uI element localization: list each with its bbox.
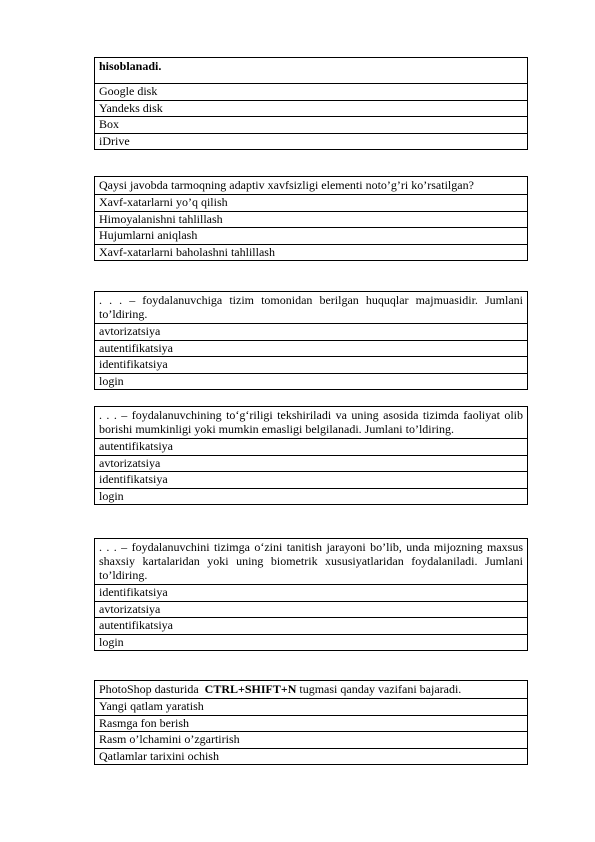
- answer-option: autentifikatsiya: [95, 341, 527, 358]
- question-text-after: tugmasi qanday vazifani bajaradi.: [296, 682, 462, 696]
- answer-option: Himoyalanishni tahlillash: [95, 212, 527, 229]
- question-text: [95, 681, 527, 699]
- question-text: . . . – foydalanuvchiga tizim tomonidan berilgan huquqlar majmuasidir. Jumlani to’ldiring.: [95, 292, 527, 324]
- answer-option: Rasm o’lchamini o’zgartirish: [95, 732, 527, 749]
- answer-option: Yangi qatlam yaratish: [95, 699, 527, 716]
- answer-option: avtorizatsiya: [95, 324, 527, 341]
- answer-option: identifikatsiya: [95, 585, 527, 602]
- answer-option: autentifikatsiya: [95, 618, 527, 635]
- answer-option: identifikatsiya: [95, 472, 527, 489]
- answer-option: identifikatsiya: [95, 357, 527, 374]
- question-block-6: [94, 680, 528, 765]
- answer-option: avtorizatsiya: [95, 456, 527, 473]
- answer-option: avtorizatsiya: [95, 602, 527, 619]
- answer-option: autentifikatsiya: [95, 439, 527, 456]
- answer-option: iDrive: [99, 133, 130, 148]
- answer-option: Hujumlarni aniqlash: [95, 228, 527, 245]
- answer-option: Rasmga fon berish: [95, 716, 527, 733]
- answer-option: Xavf-xatarlarni baholashni tahlillash: [99, 244, 275, 259]
- question-text-before: PhotoShop dasturida: [99, 682, 205, 696]
- question-block-3: [94, 291, 528, 390]
- answer-option: Yandeks disk: [95, 101, 527, 118]
- question-block-5: [94, 538, 528, 651]
- question-text: . . . – foydalanuvchini tizimga o‘zini tanitish jarayoni bo’lib, unda mijozning maxsus shaxsiy kartalaridan yoki uning biometrik xususiyatlaridan foydalaniladi. Jumlani to’ldiring.: [95, 539, 527, 585]
- answer-option: Qatlamlar tarixini ochish: [99, 748, 219, 763]
- answer-option: Google disk: [95, 84, 527, 101]
- question-block-1: [94, 57, 528, 150]
- answer-option: Xavf-xatarlarni yo’q qilish: [95, 195, 527, 212]
- question-text: hisoblanadi.: [95, 58, 527, 84]
- question-block-4: [94, 406, 528, 505]
- answer-option: login: [99, 373, 124, 388]
- shortcut-key: CTRL+SHIFT+N: [204, 682, 297, 696]
- answer-option: login: [99, 634, 124, 649]
- question-text: . . . – foydalanuvchining to‘g‘riligi tekshiriladi va uning asosida tizimda faoliyat olib borishi mumkinligi yoki mumkin emasligi belgilanadi. Jumlani to’ldiring.: [95, 407, 527, 439]
- question-text: Qaysi javobda tarmoqning adaptiv xavfsizligi elementi noto’g’ri ko’rsatilgan?: [95, 177, 527, 195]
- question-block-2: [94, 176, 528, 261]
- answer-option: login: [99, 488, 124, 503]
- answer-option: Box: [95, 117, 527, 134]
